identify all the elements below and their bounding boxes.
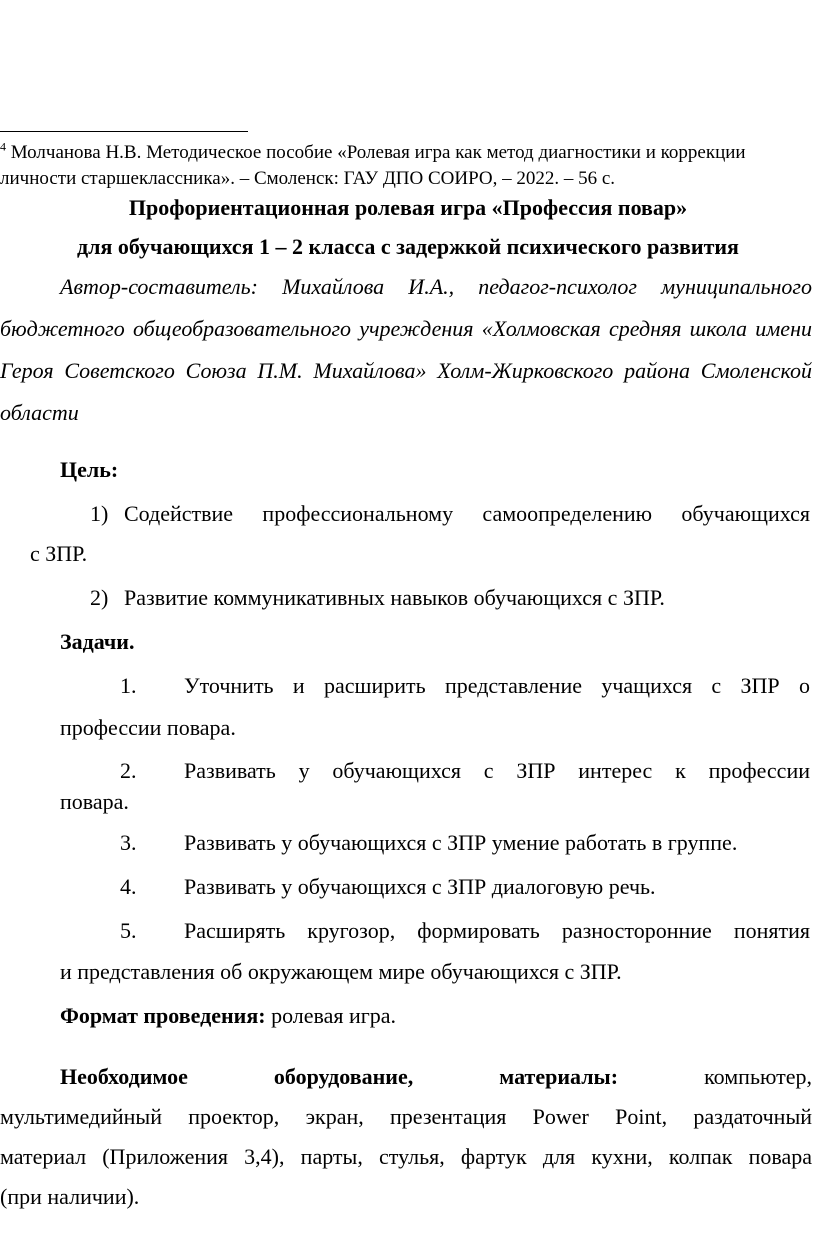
author-paragraph: Автор-составитель: Михайлова И.А., педагог-психолог муниципального бюджетного общеобразовательного учреждения «Холмовская средняя школа имени Героя Советского Союза П.М. Михайлова» Холм-Жирковского района Смоленской области: [0, 274, 812, 425]
equipment-label-word-2: оборудование,: [273, 1064, 414, 1089]
goal-item-1-number: 1): [90, 501, 109, 526]
equipment-line-1: [60, 1063, 812, 1091]
footnote: [0, 140, 800, 192]
footnote-line-1: $^4$ Молчанова Н.В. Методическое пособие «Ролевая игра как метод диагностики и коррекции: [0, 139, 746, 163]
equipment-line-4: (при наличии).: [0, 1184, 140, 1209]
footnote-mark: 4: [0, 139, 6, 154]
footnote-line-2: личности старшеклассника». – Смоленск: ГАУ ДПО СОИРО, – 2022. – 56 с.: [0, 168, 616, 189]
goal-item-2-line-1: Развитие коммуникативных навыков обучающихся с ЗПР.: [124, 585, 665, 610]
equipment-label-word-1: Необходимое: [60, 1064, 188, 1089]
task-3-line-1: Развивать у обучающихся с ЗПР умение работать в группе.: [184, 830, 738, 855]
task-5-line-2: и представления об окружающем мире обучающихся с ЗПР.: [60, 959, 622, 984]
goal-item-2-number: 2): [90, 585, 109, 610]
task-5-number: 5.: [120, 918, 137, 943]
equipment-first-item: компьютер,: [704, 1064, 812, 1089]
equipment-line-3: материал (Приложения 3,4), парты, стулья, фартук для кухни, колпак повара: [0, 1144, 812, 1169]
task-2-line-1: Развивать у обучающихся с ЗПР интерес к профессии: [184, 758, 810, 783]
tasks-heading: Задачи.: [60, 629, 135, 654]
goal-item-1-line-2: с ЗПР.: [30, 541, 88, 566]
format-value: ролевая игра.: [271, 1003, 397, 1028]
task-2-number: 2.: [120, 758, 137, 783]
goal-heading: Цель:: [60, 457, 119, 482]
task-3-number: 3.: [120, 830, 137, 855]
title-line-1: Профориентационная ролевая игра «Профессия повар»: [128, 195, 688, 220]
task-1-line-1: Уточнить и расширить представление учащихся с ЗПР о: [184, 673, 810, 698]
format-line: [60, 1002, 396, 1030]
task-4-line-1: Развивать у обучающихся с ЗПР диалоговую речь.: [184, 874, 656, 899]
task-5-line-1: Расширять кругозор, формировать разносторонние понятия: [184, 918, 810, 943]
format-label: Формат проведения:: [60, 1003, 266, 1028]
task-2-line-2: повара.: [60, 789, 129, 814]
title-line-2: для обучающихся 1 – 2 класса с задержкой психического развития: [77, 234, 739, 259]
footnote-separator: [0, 131, 248, 132]
equipment-label-word-3: материалы:: [499, 1064, 619, 1089]
task-1-line-2: профессии повара.: [60, 715, 236, 740]
task-4-number: 4.: [120, 874, 137, 899]
goal-item-1-line-1: Содействие профессиональному самоопределению обучающихся: [124, 501, 810, 526]
equipment-line-2: мультимедийный проектор, экран, презентация Power Point, раздаточный: [0, 1104, 812, 1129]
task-1-number: 1.: [120, 673, 137, 698]
